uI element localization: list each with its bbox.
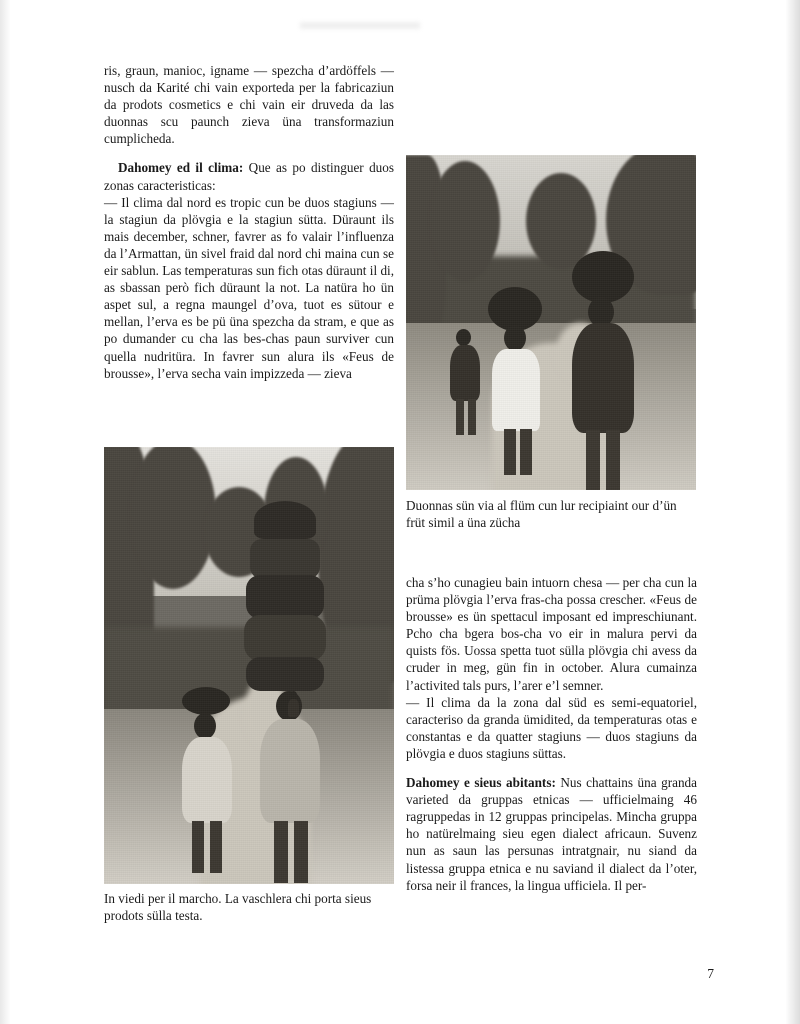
pot-5: [246, 657, 324, 691]
pot-2: [250, 539, 320, 579]
figure-woman-distant: [442, 323, 488, 443]
photo-girl-carrying-pots: [104, 447, 394, 884]
scan-edge-right: [786, 0, 800, 1024]
scan-artifact: [300, 22, 420, 29]
page-number: 7: [707, 966, 714, 981]
right-text-column: [406, 574, 697, 894]
paragraph-left-2: [104, 159, 394, 193]
figure-girl-foreground: [244, 691, 334, 883]
scan-edge-left: [0, 0, 10, 1024]
figure-woman-middle: [480, 305, 554, 475]
paragraph-left-3: — Il clima dal nord es tropic cun be duos stagiuns — la stagiun da plövgia e la stagiun sütta. Düraunt ils mais december, schner, favrer as fo valair l’influenza da l’Armattan, ün sivel fraid dal nord chi maina cun se eir sablun. Las temperaturas sun fich otas düraunt il di, as sbassan però fich düraunt la not. La natüra ho ün aspet sul, a regna maungel d’ova, tuot es sütour e mellan, l’erva es be pü üna spezcha da stram, e que as po dumander cu cha las bes-chas paun surviver cun quella nudritüra. In favrer sun alura ils «Feus de brousse», l’erva secha vain impizzeda — zieva: [104, 194, 394, 381]
figure-woman-left: [170, 705, 246, 877]
pot-top: [254, 501, 316, 539]
paragraph-left-2-body: Que as po distinguer duos zonas caracteristicas:: [104, 160, 394, 193]
caption-women-on-way-to-river: Duonnas sün via al flüm cun lur recipiaint our d’ün früt simil a üna zücha: [406, 498, 677, 531]
paragraph-right-2: — Il clima da la zona dal süd es semi-equatoriel, caracteriso da granda ümidited, da temperaturas otas e constantas e da quatter stagiuns — duos stagiuns da plövgia e duos stagiuns süttas.: [406, 694, 697, 761]
paragraph-right-3: [406, 774, 697, 894]
caption-girl-carrying-pots: In viedi per il marcho. La vaschlera chi porta sieus prodots sülla testa.: [104, 891, 372, 924]
heading-dahomey-clima: Dahomey ed il clima:: [118, 160, 244, 176]
photo-women-on-way-to-river: [406, 155, 696, 490]
paragraph-right-1: cha s’ho cunagieu bain intuorn chesa — per cha cun la prüma plövgia l’erva fras-cha possa crescher. «Feus de brousse» es ün spettacul imposant ed impreschiunant. Pcho cha bgera bos-cha vo eir in malura pervi da quists fös. Uossa spetta tuot sülla plövgia chi avess da cruder in meg, gün fin in october. Alura cumainza l’activited tals purs, l’arer e’l semner.: [406, 575, 697, 693]
paragraph-left-1: ris, graun, manioc, igname — spezcha d’ardöffels — nusch da Karité chi vain exporteda per la fabricaziun da prodots cosmetics e chi vain eir druveda da las duonnas scu paunch zieva üna transformaziun cumplicheda.: [104, 63, 394, 147]
paragraph-right-3-body: Nus chattains üna granda varieted da gruppas etnicas — ufficielmaing 46 ragruppedas in 12 gruppas principelas. Mincha gruppa ho natürelmaing sieu egen dialect africaun. Suvenz nun as saun las persunas intratgnair, nu siand da listessa gruppa etnica e nu saviand il dialect da l’oter, forsa neir il frances, la lingua ufficiela. Il per-: [406, 775, 697, 893]
figure-woman-foreground: [554, 275, 650, 490]
figure-distant-walker: [286, 691, 302, 717]
left-text-column: [104, 62, 394, 382]
pot-4: [244, 615, 326, 661]
heading-dahomey-abitants: Dahomey e sieus abitants:: [406, 775, 556, 791]
pot-3: [246, 575, 324, 619]
